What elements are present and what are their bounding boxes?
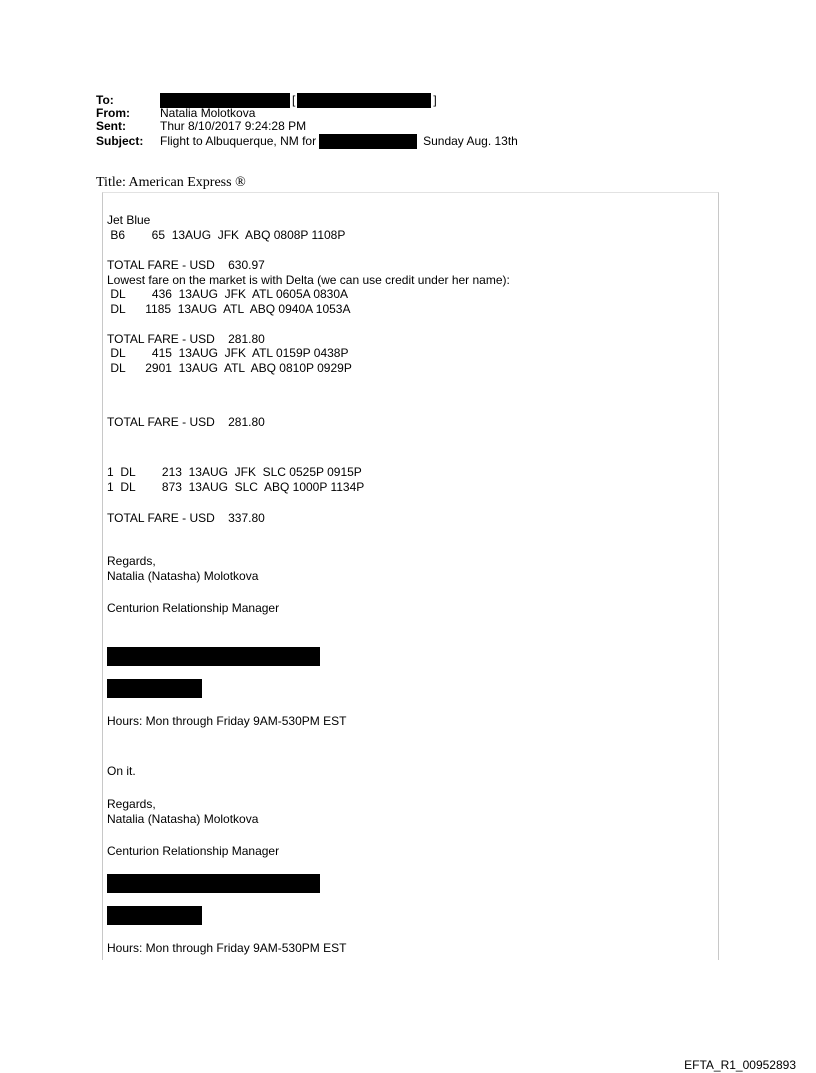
signature-regards: Regards, — [107, 554, 156, 568]
flight-line: DL 415 13AUG JFK ATL 0159P 0438P — [107, 346, 349, 360]
redacted-contact-block — [107, 647, 320, 666]
total-fare-line: TOTAL FARE - USD 281.80 — [107, 415, 265, 429]
to-label: To: — [96, 93, 114, 107]
subject-suffix: Sunday Aug. 13th — [423, 134, 518, 148]
subject-label: Subject: — [96, 134, 144, 148]
redacted-contact-block — [107, 679, 202, 698]
to-bracket-close: ] — [433, 93, 437, 107]
jetblue-flight-line: B6 65 13AUG JFK ABQ 0808P 1108P — [107, 228, 346, 242]
sent-row — [96, 120, 518, 133]
from-value: Natalia Molotkova — [160, 106, 256, 120]
flight-line: DL 2901 13AUG ATL ABQ 0810P 0929P — [107, 361, 352, 375]
flight-line: 1 DL 873 13AUG SLC ABQ 1000P 1134P — [107, 480, 365, 494]
sent-value: Thur 8/10/2017 9:24:28 PM — [160, 119, 307, 133]
redacted-passenger-name — [319, 134, 417, 149]
flight-line: DL 1185 13AUG ATL ABQ 0940A 1053A — [107, 302, 351, 316]
signature-name: Natalia (Natasha) Molotkova — [107, 569, 259, 583]
subject-row — [96, 135, 518, 148]
email-header — [96, 94, 518, 148]
flight-line: 1 DL 213 13AUG JFK SLC 0525P 0915P — [107, 465, 362, 479]
lowest-fare-note: Lowest fare on the market is with Delta (we can use credit under her name): — [107, 273, 510, 287]
signature-hours: Hours: Mon through Friday 9AM-530PM EST — [107, 714, 347, 728]
message-body — [102, 192, 719, 960]
to-bracket-open: [ — [292, 93, 296, 107]
total-fare-line: TOTAL FARE - USD 337.80 — [107, 511, 265, 525]
flight-line: DL 436 13AUG JFK ATL 0605A 0830A — [107, 287, 349, 301]
from-label: From: — [96, 106, 130, 120]
document-id: EFTA_R1_00952893 — [684, 1058, 796, 1072]
airline-name: Jet Blue — [107, 213, 151, 227]
document-title: Title: American Express ® — [96, 175, 246, 190]
reply-text: On it. — [107, 764, 136, 778]
signature-hours: Hours: Mon through Friday 9AM-530PM EST — [107, 941, 347, 955]
total-fare-line: TOTAL FARE - USD 630.97 — [107, 258, 265, 272]
signature-role: Centurion Relationship Manager — [107, 844, 280, 858]
total-fare-line: TOTAL FARE - USD 281.80 — [107, 332, 265, 346]
signature-regards: Regards, — [107, 797, 156, 811]
redacted-recipient-email — [297, 93, 431, 108]
sent-label: Sent: — [96, 119, 126, 133]
subject-prefix: Flight to Albuquerque, NM for — [160, 134, 317, 148]
signature-role: Centurion Relationship Manager — [107, 601, 280, 615]
redacted-contact-block — [107, 906, 202, 925]
redacted-contact-block — [107, 874, 320, 893]
signature-name: Natalia (Natasha) Molotkova — [107, 812, 259, 826]
